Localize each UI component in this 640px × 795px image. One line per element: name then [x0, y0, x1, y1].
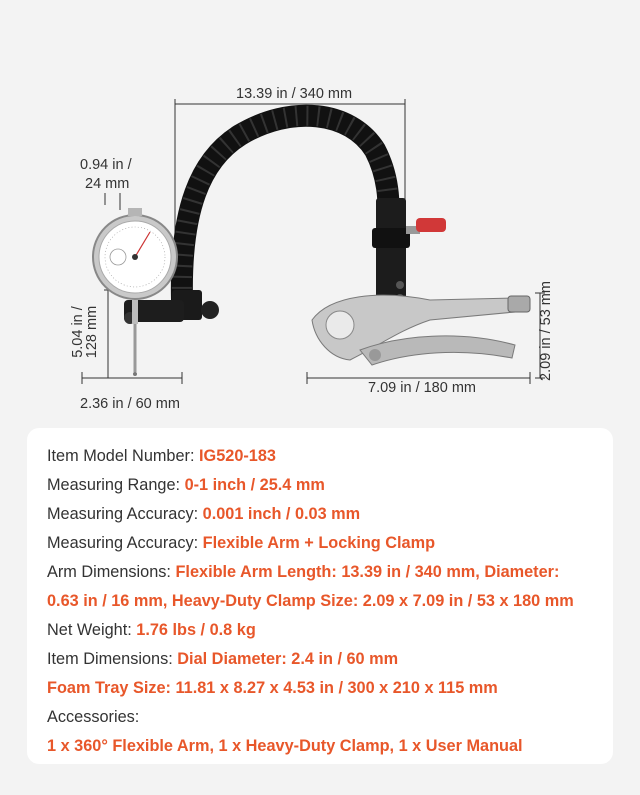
dim-thickness-line2: 24 mm — [85, 176, 130, 192]
spec-foam-tray — [47, 678, 498, 698]
spec-accessories — [47, 707, 139, 727]
dim-clamp-height: 2.09 in / 53 mm — [537, 281, 554, 381]
spec-range — [47, 475, 325, 495]
spec-weight-value: 1.76 lbs / 0.8 kg — [136, 621, 256, 639]
dial-indicator — [93, 208, 177, 376]
spec-weight — [47, 620, 256, 640]
flexible-arm — [182, 116, 389, 300]
spec-range-label: Measuring Range: — [47, 476, 185, 494]
spec-arm — [47, 562, 559, 582]
spec-arm-label: Arm Dimensions: — [47, 563, 176, 581]
spec-weight-label: Net Weight: — [47, 621, 137, 639]
spec-foam-value: 11.81 x 8.27 x 4.53 in / 300 x 210 x 115 mm — [175, 679, 498, 697]
spec-accuracy2 — [47, 533, 435, 553]
spec-arm-continued — [47, 591, 574, 611]
locking-clamp — [312, 295, 530, 365]
spec-item-dim-value: Dial Diameter: 2.4 in / 60 mm — [177, 650, 399, 668]
dim-dial-width: 2.36 in / 60 mm — [80, 396, 180, 412]
spec-accuracy-value: 0.001 inch / 0.03 mm — [202, 505, 361, 523]
spec-accuracy-label: Measuring Accuracy: — [47, 505, 203, 523]
spec-foam-label: Foam Tray Size: — [47, 679, 176, 697]
spec-item-dim-label: Item Dimensions: — [47, 650, 178, 668]
spec-accuracy2-value: Flexible Arm + Locking Clamp — [202, 534, 436, 552]
dim-height-left-line1: 5.04 in / — [69, 306, 86, 358]
spec-arm-value-2: 0.63 in / 16 mm, Heavy-Duty Clamp Size: 2.09 x 7.09 in / 53 x 180 mm — [47, 592, 574, 610]
spec-accessories-label: Accessories: — [47, 708, 140, 726]
spec-model-label: Item Model Number: — [47, 447, 200, 465]
dim-thickness-line1: 0.94 in / — [80, 157, 132, 173]
spec-range-value: 0-1 inch / 25.4 mm — [184, 476, 325, 494]
dim-width-top: 13.39 in / 340 mm — [236, 86, 353, 102]
clamp-holder — [376, 198, 406, 308]
spec-accuracy2-label: Measuring Accuracy: — [47, 534, 203, 552]
spec-arm-value-1: Flexible Arm Length: 13.39 in / 340 mm, Diameter: — [175, 563, 560, 581]
spec-accessories-value: 1 x 360° Flexible Arm, 1 x Heavy-Duty Clamp, 1 x User Manual — [47, 737, 523, 755]
spec-model — [47, 446, 276, 466]
spec-accuracy — [47, 504, 360, 524]
dim-height-left-line2: 128 mm — [84, 305, 101, 359]
spec-model-value: IG520-183 — [199, 447, 276, 465]
red-lever — [416, 218, 446, 232]
spec-accessories-list — [47, 736, 523, 756]
spec-item-dimensions — [47, 649, 398, 669]
spec-card — [27, 428, 613, 764]
dim-clamp-length: 7.09 in / 180 mm — [368, 380, 476, 396]
